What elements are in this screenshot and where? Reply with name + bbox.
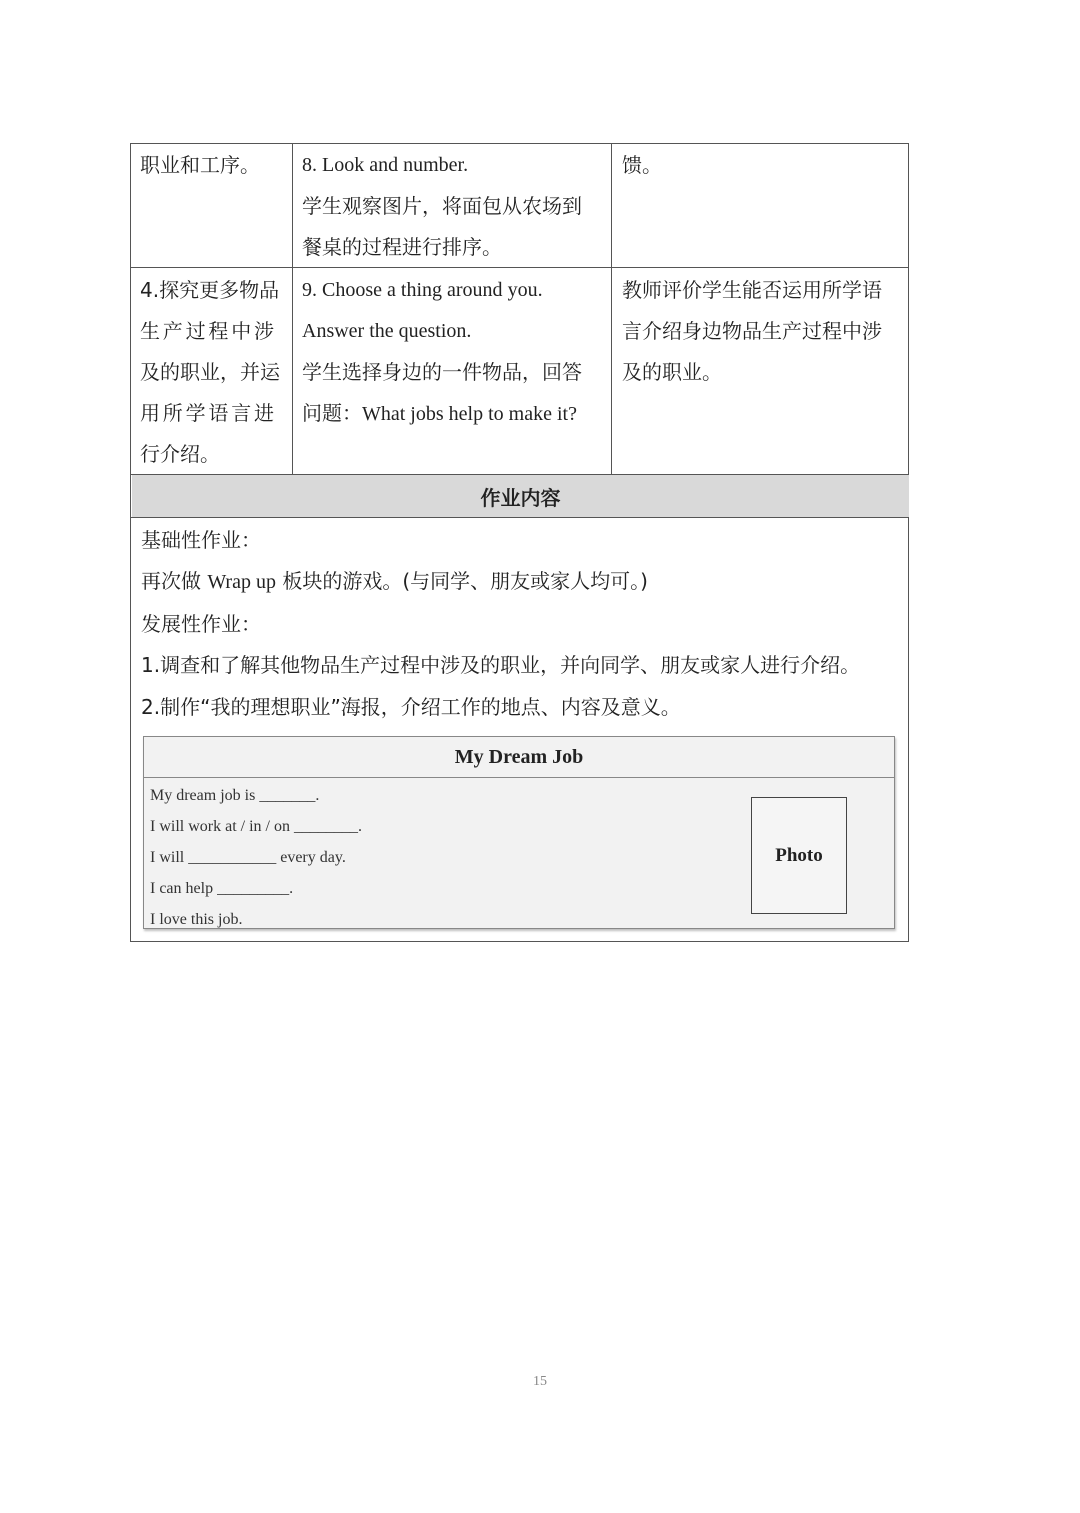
question-label: 问题：: [302, 401, 362, 425]
row2-evaluation-text: 教师评价学生能否运用所学语: [622, 278, 882, 302]
poster-lines: [150, 780, 362, 935]
row2-activity-subtitle: Answer the question.: [302, 320, 472, 342]
row2-objective-text: 及的职业，并运: [140, 360, 280, 384]
word: thing: [400, 279, 443, 301]
homework-header: 作业内容: [132, 475, 909, 517]
word: a: [387, 279, 396, 301]
photo-placeholder: Photo: [751, 797, 847, 914]
row1-evaluation-text: 馈。: [622, 153, 662, 177]
dream-job-poster: [143, 736, 895, 929]
row2-objective-text: 4.探究更多物品: [140, 278, 280, 302]
poster-line: I will ___________ every day.: [150, 849, 346, 866]
poster-line: I love this job.: [150, 911, 243, 928]
row2-activity-desc: 学生选择身边的一件物品，回答: [302, 360, 582, 384]
question-text: What jobs help to make it?: [362, 403, 577, 425]
word: you.: [507, 279, 543, 301]
row2-objective-cell: [140, 270, 284, 475]
column-divider: [292, 144, 293, 475]
row2-activity-title: [302, 270, 602, 311]
row2-evaluation-text: 及的职业。: [622, 360, 722, 384]
poster-line: I can help _________.: [150, 880, 294, 897]
row2-activity-question: [302, 393, 602, 435]
poster-line: My dream job is _______.: [150, 787, 320, 804]
basic-homework-label: 基础性作业：: [141, 528, 261, 552]
basic-homework-text: [141, 561, 901, 603]
basic-en: Wrap up: [207, 571, 276, 594]
row2-objective-text: 用所学语言进: [140, 401, 277, 425]
basic-pre: 再次做: [141, 569, 208, 594]
row2-evaluation-cell: [622, 270, 904, 393]
word: around: [447, 279, 503, 301]
row2-objective-text: 行介绍。: [140, 442, 220, 466]
row1-activity-desc: 餐桌的过程进行排序。: [302, 235, 502, 259]
development-homework-label: 发展性作业：: [141, 611, 261, 636]
row1-objective-text: 职业和工序。: [140, 153, 260, 177]
row2-objective-text: 生产过程中涉: [140, 319, 277, 343]
development-homework-item: 1.调查和了解其他物品生产过程中涉及的职业，并向同学、朋友或家人进行介绍。: [141, 653, 861, 678]
development-homework-item: 2.制作“我的理想职业”海报，介绍工作的地点、内容及意义。: [141, 694, 681, 719]
word: Choose: [322, 279, 382, 301]
basic-post: 板块的游戏。(与同学、朋友或家人均可。): [275, 569, 648, 594]
poster-line: I will work at / in / on ________.: [150, 818, 362, 835]
row1-activity-title: 8. Look and number.: [302, 154, 469, 176]
row1-objective-cell: [140, 145, 290, 186]
row1-activity-desc: 学生观察图片，将面包从农场到: [302, 194, 582, 218]
poster-title: My Dream Job: [144, 737, 894, 778]
row1-evaluation-cell: [622, 145, 904, 186]
row-divider: [131, 517, 908, 518]
row2-activity-cell: [302, 270, 602, 435]
row1-activity-cell: [302, 145, 604, 268]
homework-content: [141, 520, 901, 728]
word: 9.: [302, 279, 317, 301]
column-divider: [611, 144, 612, 475]
row2-evaluation-text: 言介绍身边物品生产过程中涉: [622, 319, 882, 343]
page-number: 15: [533, 1374, 547, 1389]
lesson-table: [130, 143, 909, 942]
